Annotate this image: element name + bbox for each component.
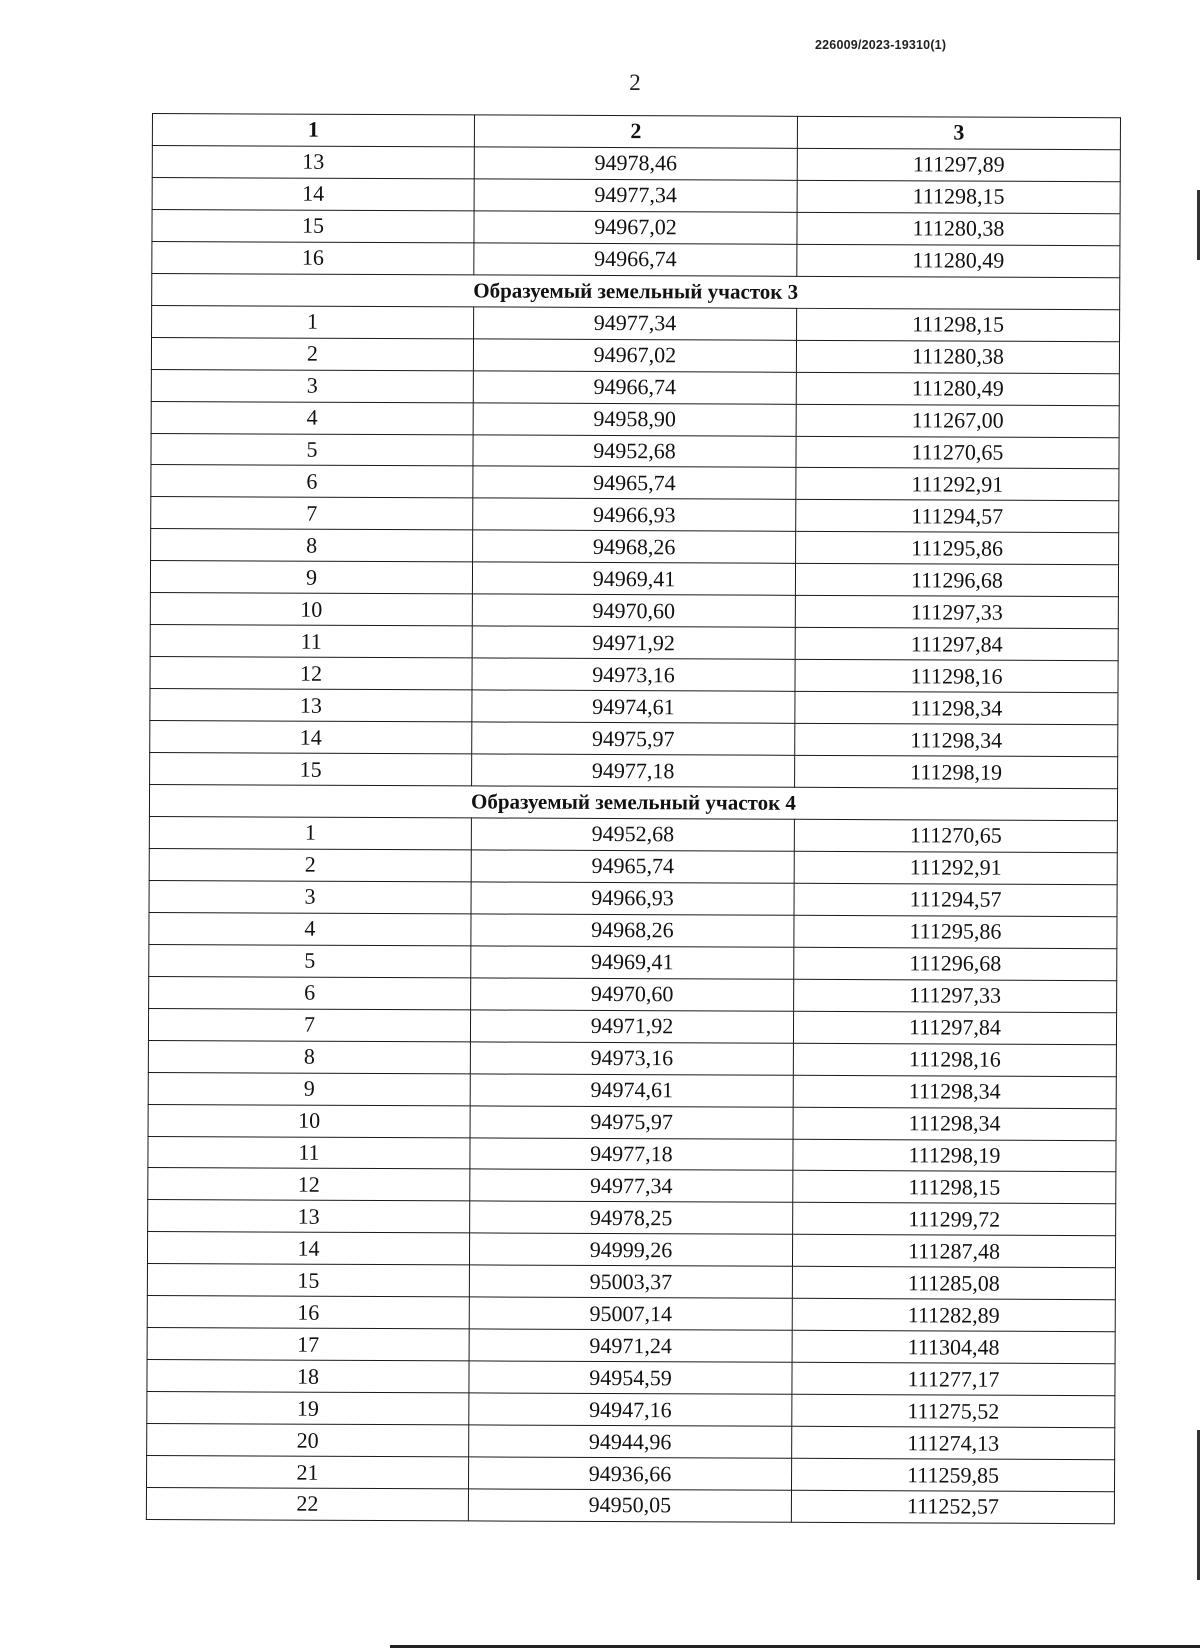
cell-y-coordinate: 111299,72 [793,1203,1116,1236]
section-title: Образуемый земельный участок 3 [152,273,1120,309]
cell-y-coordinate: 111294,57 [794,883,1117,916]
cell-point-number: 1 [152,305,474,338]
table-row [150,561,1118,597]
cell-y-coordinate: 111298,15 [797,180,1120,213]
cell-point-number: 11 [150,625,472,658]
cell-point-number: 14 [150,721,472,754]
table-row [152,177,1120,213]
table-row [148,1008,1116,1044]
table-row [149,848,1117,884]
cell-y-coordinate: 111297,84 [795,628,1118,661]
cell-x-coordinate: 94977,34 [474,179,797,212]
cell-y-coordinate: 111298,19 [795,755,1118,788]
table-row [147,1360,1115,1396]
cell-y-coordinate: 111270,65 [796,436,1119,469]
cell-x-coordinate: 94975,97 [470,1105,793,1138]
cell-y-coordinate: 111292,91 [796,468,1119,501]
cell-x-coordinate: 94965,74 [471,850,794,883]
cell-point-number: 3 [149,880,471,913]
table-row [149,880,1117,916]
cell-x-coordinate: 94952,68 [471,818,794,851]
table-row [150,593,1118,629]
cell-x-coordinate: 94970,60 [472,594,795,627]
section-title-row [149,785,1117,821]
table-row [148,1200,1116,1236]
cell-point-number: 8 [151,529,473,562]
table-row [147,1264,1115,1300]
table-row [151,497,1119,533]
table-row [147,1424,1115,1460]
cell-y-coordinate: 111282,89 [792,1299,1115,1332]
cell-x-coordinate: 94977,18 [470,1137,793,1170]
cell-y-coordinate: 111298,34 [795,723,1118,756]
header-cell-x: 2 [474,115,797,148]
cell-x-coordinate: 94958,90 [473,402,796,435]
cell-point-number: 4 [149,912,471,945]
cell-x-coordinate: 94977,18 [472,754,795,787]
cell-point-number: 7 [148,1008,470,1041]
cell-y-coordinate: 111297,84 [793,1011,1116,1044]
cell-y-coordinate: 111295,86 [796,532,1119,565]
cell-x-coordinate: 94971,92 [470,1010,793,1043]
cell-x-coordinate: 94978,25 [470,1201,793,1234]
cell-y-coordinate: 111285,08 [792,1267,1115,1300]
cell-point-number: 6 [149,976,471,1009]
table-row [149,944,1117,980]
table-row [151,337,1119,373]
cell-x-coordinate: 94967,02 [473,339,796,372]
table-body [146,114,1120,1524]
cell-y-coordinate: 111304,48 [792,1331,1115,1364]
cell-x-coordinate: 94973,16 [470,1042,793,1075]
cell-x-coordinate: 94966,93 [471,882,794,915]
cell-point-number: 2 [151,337,473,370]
cell-x-coordinate: 94952,68 [473,434,796,467]
cell-point-number: 13 [150,689,472,722]
cell-x-coordinate: 94974,61 [470,1073,793,1106]
cell-y-coordinate: 111298,15 [793,1171,1116,1204]
cell-point-number: 15 [152,209,474,242]
section-title-row [152,273,1120,309]
cell-point-number: 16 [152,241,474,274]
cell-x-coordinate: 94936,66 [468,1457,791,1490]
cell-y-coordinate: 111252,57 [791,1490,1114,1523]
cell-y-coordinate: 111294,57 [796,500,1119,533]
cell-point-number: 2 [149,848,471,881]
table-row [150,721,1118,757]
cell-point-number: 4 [151,401,473,434]
header-cell-y: 3 [797,116,1120,149]
cell-y-coordinate: 111287,48 [792,1235,1115,1268]
cell-y-coordinate: 111259,85 [791,1458,1114,1491]
scan-edge-line [390,1645,1200,1648]
table-row [149,976,1117,1012]
cell-y-coordinate: 111298,34 [793,1107,1116,1140]
cell-x-coordinate: 94966,74 [473,371,796,404]
cell-point-number: 3 [151,369,473,402]
table-row [150,753,1118,789]
cell-y-coordinate: 111292,91 [794,851,1117,884]
cell-point-number: 11 [148,1136,470,1169]
table-row [147,1392,1115,1428]
cell-point-number: 14 [152,177,474,210]
table-row [152,209,1120,245]
cell-y-coordinate: 111280,38 [797,212,1120,245]
table-row [148,1072,1116,1108]
cell-y-coordinate: 111297,33 [794,979,1117,1012]
document-id: 226009/2023-19310(1) [815,38,947,52]
cell-x-coordinate: 94974,61 [472,690,795,723]
cell-x-coordinate: 94969,41 [471,946,794,979]
cell-y-coordinate: 111277,17 [792,1362,1115,1395]
cell-point-number: 12 [148,1168,470,1201]
cell-point-number: 10 [148,1104,470,1137]
table-row [150,657,1118,693]
table-row [146,1487,1114,1523]
page-number: 2 [629,70,641,95]
cell-point-number: 19 [147,1392,469,1425]
table-row [148,1104,1116,1140]
cell-y-coordinate: 111298,15 [797,308,1120,341]
table-header-row [152,114,1120,150]
cell-point-number: 21 [147,1456,469,1489]
cell-x-coordinate: 94944,96 [469,1425,792,1458]
section-title: Образуемый земельный участок 4 [149,785,1117,821]
cell-point-number: 8 [148,1040,470,1073]
cell-x-coordinate: 95007,14 [469,1297,792,1330]
table-row [147,1232,1115,1268]
cell-point-number: 13 [152,145,474,178]
cell-x-coordinate: 94947,16 [469,1393,792,1426]
cell-point-number: 20 [147,1424,469,1457]
cell-x-coordinate: 94971,92 [472,626,795,659]
cell-x-coordinate: 94966,74 [474,243,797,276]
cell-point-number: 1 [149,816,471,849]
cell-point-number: 14 [147,1232,469,1265]
cell-x-coordinate: 94968,26 [471,914,794,947]
cell-x-coordinate: 94977,34 [470,1169,793,1202]
table-row [152,305,1120,341]
cell-point-number: 10 [150,593,472,626]
cell-point-number: 18 [147,1360,469,1393]
cell-point-number: 22 [146,1487,468,1520]
header-cell-point: 1 [152,114,474,147]
table-row [149,912,1117,948]
table-row [150,625,1118,661]
cell-y-coordinate: 111298,19 [793,1139,1116,1172]
cell-x-coordinate: 94977,34 [474,307,797,340]
cell-x-coordinate: 94973,16 [472,658,795,691]
cell-y-coordinate: 111267,00 [796,404,1119,437]
cell-x-coordinate: 94969,41 [472,562,795,595]
cell-y-coordinate: 111296,68 [795,564,1118,597]
cell-point-number: 12 [150,657,472,690]
cell-point-number: 13 [148,1200,470,1233]
table-row [149,816,1117,852]
cell-y-coordinate: 111296,68 [794,947,1117,980]
cell-y-coordinate: 111298,34 [793,1075,1116,1108]
cell-point-number: 15 [147,1264,469,1297]
cell-y-coordinate: 111298,16 [793,1043,1116,1076]
table-row [147,1328,1115,1364]
table-row [151,433,1119,469]
cell-point-number: 6 [151,465,473,498]
cell-point-number: 5 [149,944,471,977]
cell-x-coordinate: 94954,59 [469,1361,792,1394]
cell-y-coordinate: 111297,33 [795,596,1118,629]
cell-y-coordinate: 111298,16 [795,660,1118,693]
table-row [151,401,1119,437]
cell-x-coordinate: 94978,46 [474,147,797,180]
cell-y-coordinate: 111295,86 [794,915,1117,948]
cell-x-coordinate: 95003,37 [469,1265,792,1298]
table-row [152,241,1120,277]
cell-x-coordinate: 94975,97 [472,722,795,755]
cell-x-coordinate: 94971,24 [469,1329,792,1362]
cell-point-number: 5 [151,433,473,466]
coordinates-table [146,113,1121,1524]
cell-x-coordinate: 94970,60 [471,978,794,1011]
cell-x-coordinate: 94999,26 [469,1233,792,1266]
cell-point-number: 15 [150,753,472,786]
cell-y-coordinate: 111274,13 [792,1426,1115,1459]
table-row [148,1136,1116,1172]
cell-point-number: 9 [150,561,472,594]
cell-y-coordinate: 111297,89 [797,148,1120,181]
table-row [152,145,1120,181]
cell-y-coordinate: 111270,65 [794,819,1117,852]
table-row [151,465,1119,501]
cell-y-coordinate: 111280,38 [796,340,1119,373]
cell-x-coordinate: 94968,26 [473,530,796,563]
cell-x-coordinate: 94950,05 [468,1489,791,1522]
cell-point-number: 9 [148,1072,470,1105]
cell-point-number: 16 [147,1296,469,1329]
table-row [151,369,1119,405]
table-row [148,1168,1116,1204]
cell-x-coordinate: 94965,74 [473,466,796,499]
cell-y-coordinate: 111280,49 [796,372,1119,405]
cell-y-coordinate: 111280,49 [797,244,1120,277]
cell-y-coordinate: 111275,52 [792,1394,1115,1427]
table-row [147,1456,1115,1492]
table-row [147,1296,1115,1332]
cell-point-number: 7 [151,497,473,530]
cell-point-number: 17 [147,1328,469,1361]
cell-x-coordinate: 94966,93 [473,498,796,531]
cell-x-coordinate: 94967,02 [474,211,797,244]
cell-y-coordinate: 111298,34 [795,691,1118,724]
table-row [150,689,1118,725]
table-row [148,1040,1116,1076]
table-row [151,529,1119,565]
